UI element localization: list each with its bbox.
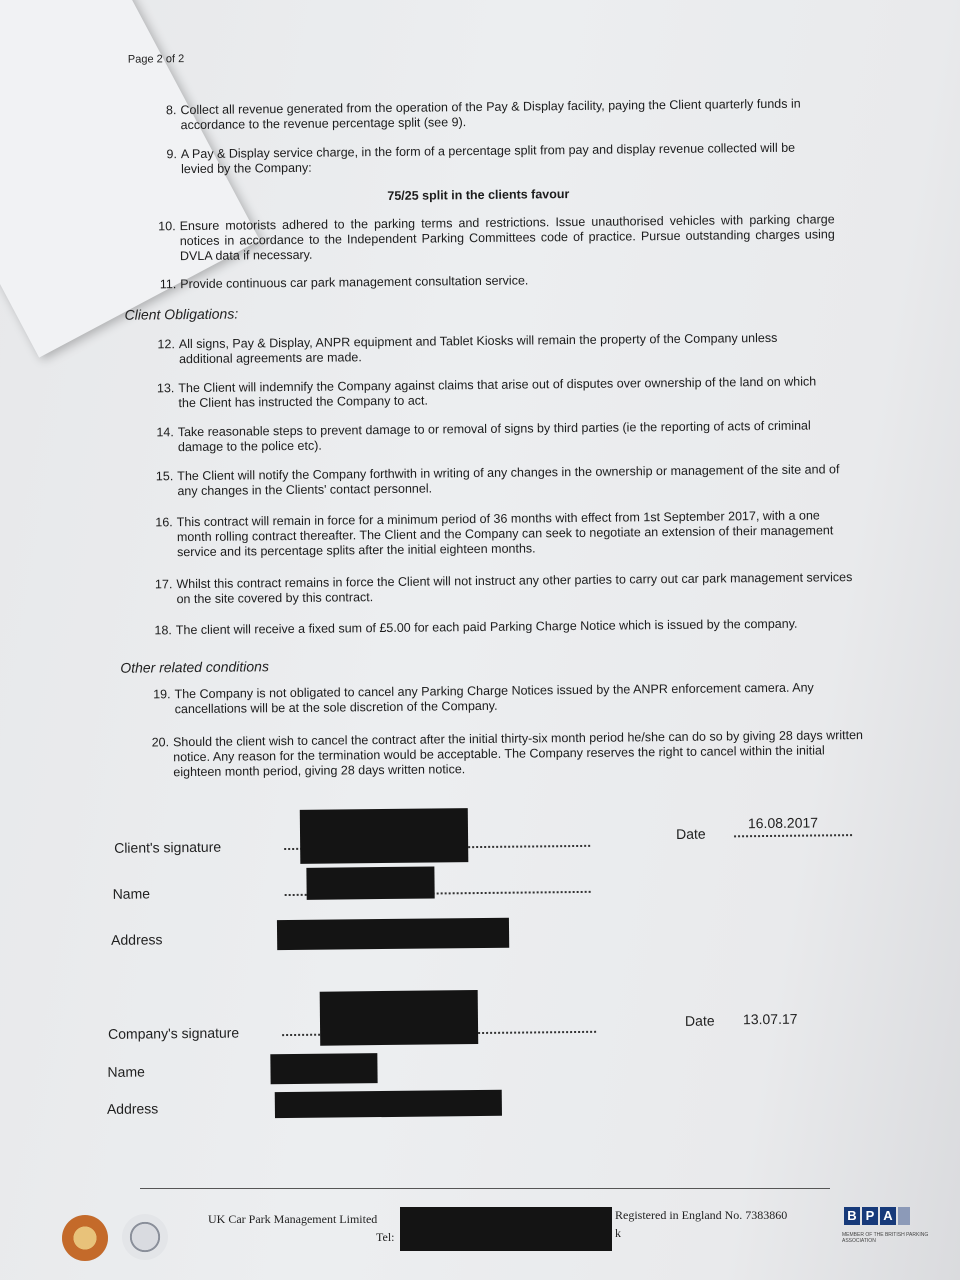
redacted-company-signature [320, 990, 479, 1046]
client-date-value: 16.08.2017 [747, 814, 819, 832]
clause-text: Collect all revenue generated from the operation of the Pay & Display facility, paying the Client quarterly funds in accordance to the revenue percentage split (see 9). [180, 96, 801, 133]
footer-rule [140, 1188, 830, 1189]
company-signature-label: Company's signature [108, 1024, 240, 1042]
clause-15 [155, 462, 849, 499]
clause-text: The client will receive a fixed sum of £5.00 for each paid Parking Charge Notice which is issued by the company. [175, 616, 798, 638]
footer-registration-trailing: k [615, 1226, 621, 1240]
other-conditions-heading: Other related conditions [120, 658, 269, 676]
client-address-label: Address [111, 931, 163, 948]
client-signature-label: Client's signature [114, 838, 222, 856]
clause-number: 15. [155, 469, 174, 484]
clause-17 [154, 570, 856, 607]
clause-text: This contract will remain in force for a minimum period of 36 months with effect from 1st September 2017, with a one month rolling contract thereafter. The Client and the Company can seek to negotiate an extension of their management service and its percentage splits after the initial eighteen months. [176, 508, 834, 560]
split-note: 75/25 split in the clients favour [387, 187, 570, 203]
redacted-client-name [306, 866, 434, 899]
clause-text: The Client will indemnify the Company against claims that arise out of disputes over ownership of the land on which the Client has instructed the Company to act. [178, 374, 817, 411]
clause-18 [154, 616, 866, 638]
clause-number: 9. [166, 147, 177, 162]
footer-registration: Registered in England No. 7383860 [615, 1208, 788, 1222]
clause-text: Provide continuous car park management consultation service. [180, 273, 529, 292]
bpa-logo [844, 1207, 910, 1225]
redacted-client-signature [300, 808, 469, 864]
clause-text: Ensure motorists adhered to the parking terms and restrictions. Issue unauthorised vehicles with parking charge notices in accordance to the Independent Parking Committees code of practice. Pursue outstanding charges using DVLA data if necessary. [179, 212, 835, 264]
clause-8 [165, 96, 830, 133]
company-address-label: Address [106, 1100, 159, 1117]
clause-number: 14. [156, 425, 174, 440]
footer-tel-label: Tel: [376, 1230, 395, 1244]
clause-12 [157, 330, 819, 367]
clause-number: 19. [153, 687, 171, 702]
clause-9 [166, 140, 821, 177]
client-date-line [734, 834, 852, 837]
bpa-letter: B [844, 1207, 860, 1225]
redacted-company-address [275, 1090, 502, 1118]
client-name-label: Name [112, 885, 151, 902]
company-date-label: Date [684, 1012, 715, 1029]
clause-number: 11. [159, 277, 177, 292]
accreditation-seal-icon [62, 1215, 108, 1261]
clause-text: A Pay & Display service charge, in the form of a percentage split from pay and display revenue collected will be levied by the Company: [180, 140, 796, 177]
redacted-client-address [277, 918, 509, 950]
clause-14 [156, 418, 818, 455]
clause-text: Whilst this contract remains in force the Client will not instruct any other parties to carry out car park management services on the site covered by this contract. [176, 570, 853, 607]
redacted-contact-details [400, 1207, 612, 1251]
clause-number: 20. [151, 735, 170, 750]
redacted-company-name [270, 1053, 377, 1084]
approved-seal-icon [122, 1214, 168, 1260]
clause-number: 16. [155, 515, 173, 530]
company-name-label: Name [107, 1063, 145, 1080]
clause-text: The Client will notify the Company forthwith in writing of any changes in the ownership or management of the site and of any changes in the Clients' contact personnel. [177, 462, 840, 499]
clause-text: The Company is not obligated to cancel any Parking Charge Notices issued by the ANPR enforcement camera. Any cancellations will be at the sole discretion of the Company. [174, 680, 814, 717]
clause-number: 10. [158, 219, 176, 234]
clause-16 [155, 508, 845, 560]
clause-text: Should the client wish to cancel the contract after the initial thirty-six month period he/she can do so by giving 28 days written notice. Any reason for the termination would be acceptable. The Company reserves the right to cancel within the initial eighteen month period, giving 28 days written notice. [172, 727, 864, 780]
bpa-swoosh-icon [898, 1207, 910, 1225]
client-date-label: Date [675, 825, 706, 842]
clause-number: 13. [156, 381, 175, 396]
clause-19 [153, 680, 864, 717]
clause-13 [156, 374, 818, 411]
company-date-value: 13.07.17 [742, 1010, 798, 1028]
bpa-subtitle: MEMBER OF THE BRITISH PARKING ASSOCIATION [842, 1232, 929, 1244]
clause-text: All signs, Pay & Display, ANPR equipment and Tablet Kiosks will remain the property of the Company unless additional agreements are made. [178, 330, 778, 367]
clause-number: 8. [165, 103, 177, 118]
clause-11 [159, 270, 820, 292]
clause-text: Take reasonable steps to prevent damage to or removal of signs by third parties (ie the reporting of acts of criminal damage to the police etc). [177, 418, 811, 455]
bpa-letter: A [880, 1207, 896, 1225]
footer-company-name: UK Car Park Management Limited [208, 1212, 378, 1226]
page-number: Page 2 of 2 [127, 53, 185, 66]
bpa-letter: P [862, 1207, 878, 1225]
clause-20 [151, 727, 868, 780]
clause-number: 12. [157, 337, 175, 352]
clause-number: 17. [154, 577, 173, 592]
client-obligations-heading: Client Obligations: [124, 305, 239, 323]
clause-10 [158, 212, 835, 264]
clause-number: 18. [154, 623, 172, 638]
